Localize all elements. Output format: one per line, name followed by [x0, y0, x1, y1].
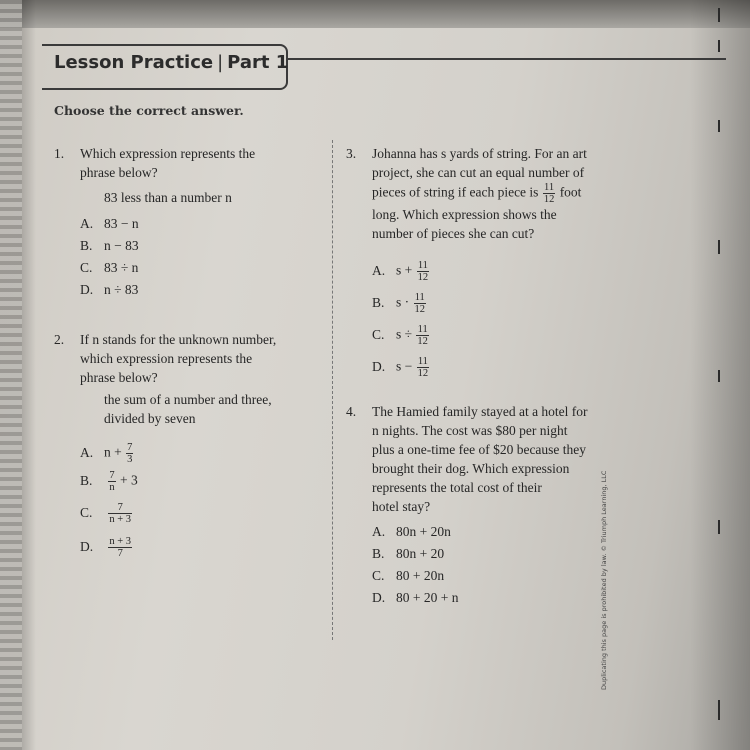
option-letter: D. [372, 590, 386, 605]
stem-line: project, she can cut an equal number of [372, 165, 585, 180]
option-letter: C. [372, 326, 385, 342]
edge-mark [718, 520, 720, 534]
question-4 [346, 402, 636, 612]
denominator: 12 [417, 368, 429, 379]
question-number: 4. [346, 404, 357, 419]
option-c[interactable] [372, 324, 430, 347]
option-letter: C. [372, 568, 385, 583]
stem-line: If n stands for the unknown number, [80, 332, 277, 347]
stem-line: long. Which expression shows the [372, 207, 557, 222]
option-b[interactable] [80, 470, 138, 493]
stem-line: The Hamied family stayed at a hotel for [372, 404, 588, 419]
option-letter: A. [80, 444, 94, 460]
option-c[interactable] [80, 502, 133, 525]
option-letter: D. [80, 282, 94, 297]
option-letter: D. [80, 538, 94, 554]
edge-mark [718, 8, 720, 22]
option-b[interactable] [372, 544, 444, 563]
stem-line: hotel stay? [372, 499, 431, 514]
edge-mark [718, 370, 720, 382]
title-part: Part 1 [227, 52, 289, 73]
title-separator: | [217, 52, 224, 73]
numerator: 7 [108, 502, 132, 514]
numerator: n + 3 [109, 536, 132, 547]
option-a[interactable] [80, 442, 134, 465]
question-number: 2. [54, 332, 65, 347]
option-text: 80 + 20n [396, 568, 445, 583]
stem-line: Johanna has s yards of string. For an art [372, 146, 587, 161]
question-stem [80, 330, 320, 387]
stem-line: which expression represents the [80, 351, 253, 366]
stem-line: Which expression represents the [80, 146, 256, 161]
option-letter: B. [372, 294, 385, 310]
option-letter: A. [80, 216, 94, 231]
option-text: n ÷ 83 [104, 282, 139, 297]
stem-line: number of pieces she can cut? [372, 226, 535, 241]
fraction [417, 260, 430, 283]
instructions: Choose the correct answer. [54, 103, 244, 118]
numerator: 7 [109, 470, 115, 481]
denominator: 12 [543, 194, 555, 205]
stem-text: foot [559, 184, 582, 200]
denominator: 12 [417, 336, 428, 347]
question-2 [54, 330, 324, 570]
option-text: n + [104, 444, 122, 460]
option-d[interactable] [372, 588, 458, 607]
option-text: s + [396, 262, 413, 278]
option-b[interactable] [80, 236, 139, 255]
denominator: 3 [127, 454, 133, 465]
question-stem [372, 144, 632, 243]
edge-mark [718, 700, 720, 720]
option-d[interactable] [372, 356, 430, 379]
option-letter: C. [80, 504, 93, 520]
question-stem [80, 144, 320, 182]
option-letter: C. [80, 260, 93, 275]
option-c[interactable] [372, 566, 444, 585]
fraction [417, 356, 430, 379]
stem-line: represents the total cost of their [372, 480, 542, 495]
option-d[interactable] [80, 280, 138, 299]
binding-shadow [22, 0, 36, 750]
option-letter: A. [372, 524, 386, 539]
option-text: s ÷ [396, 326, 413, 342]
stem-line: plus a one-time fee of $20 because they [372, 442, 587, 457]
option-c[interactable] [80, 258, 138, 277]
numerator: 11 [414, 292, 425, 303]
option-letter: B. [80, 238, 93, 253]
option-text: 80 + 20 + n [396, 590, 459, 605]
fraction [126, 442, 133, 465]
fraction [543, 182, 556, 205]
top-shadow-band [0, 0, 750, 28]
stem-text: pieces of string if each piece is [372, 184, 539, 200]
denominator: 7 [117, 548, 123, 559]
edge-mark [718, 240, 720, 254]
edge-mark [718, 40, 720, 52]
stem-line [372, 182, 632, 205]
option-text: + 3 [120, 472, 138, 488]
phrase: 83 less than a number n [104, 190, 232, 205]
title-main: Lesson Practice [54, 52, 214, 73]
fraction [416, 324, 429, 347]
stem-line: n nights. The cost was $80 per night [372, 423, 568, 438]
phrase-line: divided by seven [104, 411, 196, 426]
fraction [108, 470, 115, 493]
phrase-line: the sum of a number and three, [104, 392, 272, 407]
numerator: 11 [417, 324, 428, 335]
option-a[interactable] [80, 214, 139, 233]
question-number: 1. [54, 146, 65, 161]
fraction [108, 536, 132, 559]
option-text: 80n + 20n [396, 524, 451, 539]
denominator: 12 [414, 304, 425, 315]
denominator: 12 [417, 272, 429, 283]
option-a[interactable] [372, 522, 451, 541]
numerator: 11 [417, 260, 428, 271]
right-shadow [690, 0, 750, 750]
phrase [104, 390, 272, 428]
header-rule [286, 58, 726, 60]
option-d[interactable] [80, 536, 133, 559]
option-letter: B. [372, 546, 385, 561]
fraction [108, 502, 132, 525]
binding-edge [0, 0, 22, 750]
option-b[interactable] [372, 292, 427, 315]
question-1 [54, 144, 324, 304]
numerator: 11 [544, 182, 555, 193]
denominator: n [109, 482, 115, 493]
option-text: 80n + 20 [396, 546, 445, 561]
option-text: s − [396, 358, 413, 374]
option-text: 83 ÷ n [104, 260, 139, 275]
stem-line: phrase below? [80, 370, 158, 385]
denominator: n + 3 [109, 514, 132, 525]
copyright-notice: Duplicating this page is prohibited by law. © Triumph Learning, LLC [600, 470, 608, 690]
edge-mark [718, 120, 720, 132]
option-letter: B. [80, 472, 93, 488]
fraction [414, 292, 427, 315]
question-number: 3. [346, 146, 357, 161]
numerator: 7 [127, 442, 133, 453]
option-text: n − 83 [104, 238, 139, 253]
question-stem [372, 402, 632, 516]
option-a[interactable] [372, 260, 430, 283]
stem-line: brought their dog. Which expression [372, 461, 570, 476]
question-3 [346, 144, 636, 384]
option-text: s · [396, 294, 410, 310]
option-text: 83 − n [104, 216, 139, 231]
page-title [54, 52, 288, 73]
numerator: 11 [417, 356, 428, 367]
column-divider [332, 140, 333, 640]
stem-line: phrase below? [80, 165, 158, 180]
option-letter: D. [372, 358, 386, 374]
option-letter: A. [372, 262, 386, 278]
